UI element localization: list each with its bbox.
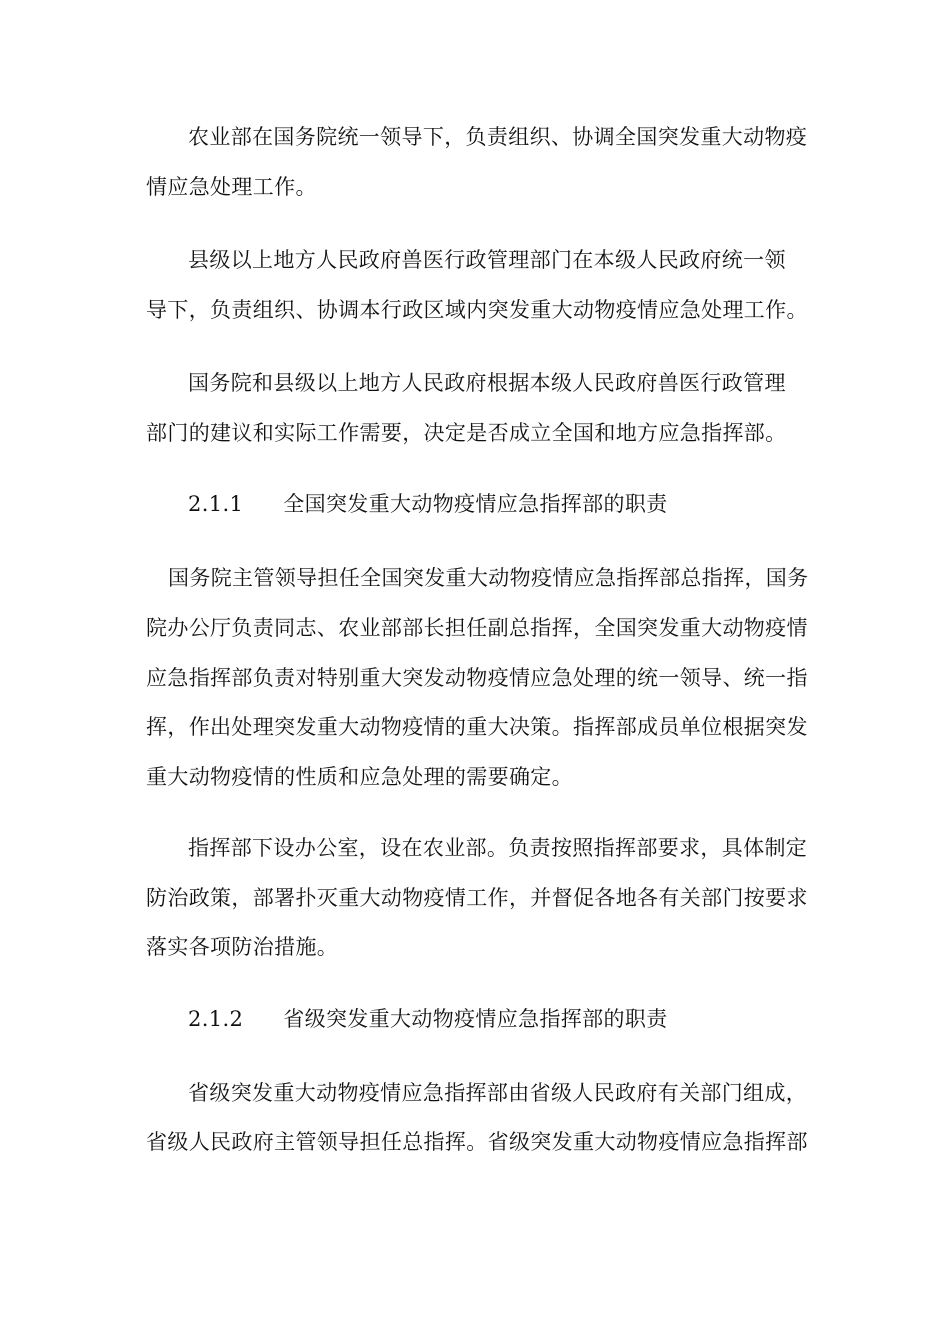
paragraph-6-line-1: 省级突发重大动物疫情应急指挥部由省级人民政府有关部门组成， bbox=[188, 1081, 808, 1105]
paragraph-4-line-5: 重大动物疫情的性质和应急处理的需要确定。 bbox=[146, 765, 573, 789]
paragraph-5-line-3: 落实各项防治措施。 bbox=[146, 935, 339, 959]
paragraph-6-line-2: 省级人民政府主管领导担任总指挥。省级突发重大动物疫情应急指挥部 bbox=[146, 1130, 808, 1154]
section-number: 2.1.1 bbox=[188, 492, 244, 516]
paragraph-4-line-2: 院办公厅负责同志、农业部部长担任副总指挥，全国突发重大动物疫情 bbox=[146, 616, 808, 640]
section-heading-2-1-1 bbox=[188, 490, 668, 518]
paragraph-3-line-2: 部门的建议和实际工作需要，决定是否成立全国和地方应急指挥部。 bbox=[146, 421, 787, 445]
section-heading-2-1-2 bbox=[188, 1005, 668, 1033]
section-number: 2.1.2 bbox=[188, 1007, 244, 1031]
paragraph-4-line-1: 国务院主管领导担任全国突发重大动物疫情应急指挥部总指挥，国务 bbox=[168, 566, 809, 590]
section-title: 省级突发重大动物疫情应急指挥部的职责 bbox=[283, 1007, 668, 1031]
paragraph-1-line-1: 农业部在国务院统一领导下，负责组织、协调全国突发重大动物疫 bbox=[188, 125, 808, 149]
paragraph-4-line-4: 挥，作出处理突发重大动物疫情的重大决策。指挥部成员单位根据突发 bbox=[146, 715, 808, 739]
paragraph-3-line-1: 国务院和县级以上地方人民政府根据本级人民政府兽医行政管理 bbox=[188, 371, 786, 395]
paragraph-2-line-1: 县级以上地方人民政府兽医行政管理部门在本级人民政府统一领 bbox=[188, 248, 786, 272]
paragraph-5-line-2: 防治政策，部署扑灭重大动物疫情工作，并督促各地各有关部门按要求 bbox=[146, 886, 808, 910]
paragraph-5-line-1: 指挥部下设办公室，设在农业部。负责按照指挥部要求，具体制定 bbox=[188, 836, 808, 860]
paragraph-2-line-2: 导下，负责组织、协调本行政区域内突发重大动物疫情应急处理工作。 bbox=[146, 298, 808, 322]
section-title: 全国突发重大动物疫情应急指挥部的职责 bbox=[283, 492, 668, 516]
paragraph-4-line-3: 应急指挥部负责对特别重大突发动物疫情应急处理的统一领导、统一指 bbox=[146, 666, 808, 690]
paragraph-1-line-2: 情应急处理工作。 bbox=[146, 175, 317, 199]
